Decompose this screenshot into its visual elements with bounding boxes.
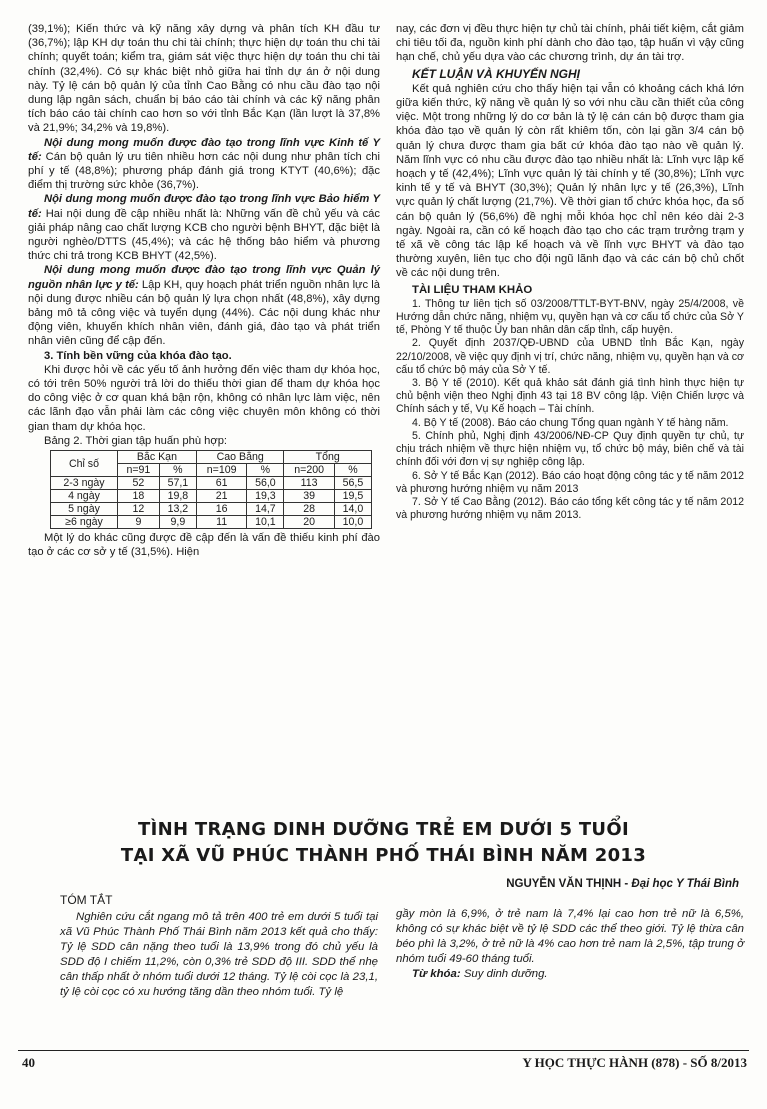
table-cell: 19,5 [334, 490, 371, 503]
table-cell: 52 [117, 477, 159, 490]
article-title [0, 817, 767, 869]
table-header-row [51, 451, 372, 464]
section-heading-conclusion: KẾT LUẬN VÀ KHUYẾN NGHỊ [412, 66, 581, 81]
right-column [396, 22, 744, 522]
table-cell: 2-3 ngày [51, 477, 118, 490]
paragraph: Khi được hỏi về các yếu tố ảnh hưởng đến việc tham dự khóa học, có tới trên 50% người trả lời do thiếu thời gian để tham dự khóa học do công việc ở cơ quan khá bận rộn, không có nhân lực làm việc, nên các lãnh đạo vẫn phải làm các công việc chuyên môn không có thời gian tham dự khóa học. [28, 363, 380, 433]
footer-divider [18, 1050, 749, 1051]
table-cell: 39 [284, 490, 334, 503]
journal-footer: Y HỌC THỰC HÀNH (878) - SỐ 8/2013 [522, 1055, 747, 1070]
column-header: Tổng [284, 451, 372, 464]
table-cell: 57,1 [159, 477, 196, 490]
subsection-bao-hiem-y-te [28, 192, 380, 263]
table-cell: 13,2 [159, 503, 196, 516]
subsection-heading: Nội dung mong muốn được đào tạo trong lĩnh vực Quản lý nguồn nhân lực y tế: [28, 264, 380, 291]
author-line [506, 877, 739, 891]
table-row [51, 503, 372, 516]
paragraph: Cán bộ quản lý ưu tiên nhiều hơn các nội dung như phân tích chi phí y tế (48,8%); phương pháp đánh giá trong KTYT (40,6%); đặc điểm thị trường sức khỏe (36,7%). [28, 150, 381, 192]
keywords [396, 967, 744, 982]
column-subheader: n=200 [284, 464, 334, 477]
left-column [28, 22, 380, 560]
column-subheader: n=91 [117, 464, 159, 477]
table-cell: 14,0 [334, 503, 371, 516]
article-title-line: TÌNH TRẠNG DINH DƯỠNG TRẺ EM DƯỚI 5 TUỔI [138, 819, 629, 840]
summary-left [60, 893, 378, 1000]
table-cell: 113 [284, 477, 334, 490]
reference-item: 2. Quyết định 2037/QĐ-UBND của UBND tỉnh Bắc Kạn, ngày 22/10/2008, về việc quy định vị trí, chức năng, nhiệm vụ, quyền hạn và cơ cấu tổ chức bộ máy của Sở Y tế. [396, 337, 744, 376]
section-heading-references: TÀI LIỆU THAM KHẢO [412, 283, 533, 296]
page-number: 40 [22, 1055, 35, 1070]
paragraph: Lập KH, quy hoạch phát triển nguồn nhân lực là nội dung được nhiều cán bộ quản lý lựa chọn nhất (48,8%), xây dựng bảng mô tả công việc và tuyển dụng (44%). Các nội dung khác như động viên, khuyến khích nhân viên, đánh giá, đào tạo và phát triển nhân viên cũng để cập đến. [28, 278, 381, 348]
reference-list [396, 298, 744, 522]
training-time-table [50, 450, 372, 529]
table-caption: Bảng 2. Thời gian tập huấn phù hợp: [44, 434, 228, 447]
table-cell: 12 [117, 503, 159, 516]
table-cell: 18 [117, 490, 159, 503]
table-cell: 56,0 [247, 477, 284, 490]
reference-item: 1. Thông tư liên tịch số 03/2008/TTLT-BYT-BNV, ngày 25/4/2008, về Hướng dẫn chức năng, nhiệm vụ, quyền hạn và cơ cấu tổ chức của Sở Y tế, Phòng Y tế thuộc Ủy ban nhân dân cấp tỉnh, cấp huyện. [396, 297, 744, 337]
reference-item: 6. Sở Y tế Bắc Kạn (2012). Báo cáo hoạt động công tác y tế năm 2012 và phương hướng nhiệm vụ năm 2013 [396, 469, 744, 495]
table-cell: 56,5 [334, 477, 371, 490]
reference-item: 4. Bộ Y tế (2008). Báo cáo chung Tổng quan ngành Y tế hàng năm. [412, 416, 729, 429]
table-cell: 4 ngày [51, 490, 118, 503]
table-cell: 11 [196, 516, 246, 529]
paragraph: nay, các đơn vị đều thực hiện tự chủ tài chính, phải tiết kiệm, cắt giảm chi tiêu tối đa, nguồn kinh phí dành cho đào tạo, tập huấn vì vậy cũng hạn chế, chủ yếu dựa vào các chương trình, dự án tài trợ. [396, 23, 744, 64]
paragraph: Kết quả nghiên cứu cho thấy hiện tại vẫn có khoảng cách khá lớn giữa kiến thức, kỹ năng về quản lý so với nhu cầu cần thiết của công việc. Một trong những lý do cơ bản là tỷ lệ cán cán bộ được tham gia khóa đào tạo về quản lý còn rất khiêm tốn, còn lại gần 3/4 cán bộ quản lý chưa được tham gia bất cứ khóa đào tạo nào về quản lý. Năm lĩnh vực có nhu cầu được đào tạo nhiều nhất là: Lĩnh vực lập kế hoạch y tế (42,4%); Lĩnh vực quản lý tài chính y tế (30,8%); Lĩnh vực kinh tế y tế và BHYT (30,3%); Quản lý nhân lực y tế (26,3%), Lĩnh vực quản lý chất lượng (21,7%). Về thời gian tổ chức khóa học, đa số cán bộ quản lý (56,6%) đề nghị mỗi khóa học chỉ nên kéo dài 2-3 ngày. Ngoài ra, cần có kế hoạch đào tạo cho các trạm trưởng trạm y tế xã về công tác lập kế hoạch và về lĩnh vực BHYT và đào tạo thường xuyên, liên tục cho đội ngũ lãnh đạo và các cán bộ chủ chốt về các nội dung trên. [396, 82, 744, 280]
reference-item: 3. Bộ Y tế (2010). Kết quả khảo sát đánh giá tình hình thực hiện tự chủ bệnh viện theo Nghị định 43 tại 18 BV công lập. Viện Chiến lược và Chính sách y tế, Vụ Kế hoạch – Tài chính. [396, 377, 744, 416]
table-cell: 5 ngày [51, 503, 118, 516]
table-row [51, 477, 372, 490]
paragraph: Một lý do khác cũng được đề cập đến là vấn đề thiếu kinh phí đào tạo ở các cơ sở y tế (31,5%). Hiện [28, 532, 380, 559]
column-subheader: % [334, 464, 371, 477]
table-cell: 10,1 [247, 516, 284, 529]
table-row [51, 516, 372, 529]
subsection-heading: Nội dung mong muốn được đào tạo trong lĩnh vực Bảo hiểm Y tế: [28, 193, 380, 220]
subsection-nhan-luc [28, 263, 380, 348]
column-subheader: n=109 [196, 464, 246, 477]
table-row [51, 490, 372, 503]
column-subheader: % [247, 464, 284, 477]
table-cell: 9 [117, 516, 159, 529]
author-affiliation: Đại học Y Thái Bình [631, 878, 739, 890]
paragraph: (39,1%); Kiến thức và kỹ năng xây dựng và phân tích KH đầu tư (36,7%); lập KH dự toán thu chi tài chính; thực hiện dự toán thu chi tài chính; quyết toán; kiểm tra, giám sát việc thực hiện dự toán thu chi tài chính (32,4%). Có sự khác biệt nhỏ giữa hai tỉnh dự án ở nội dung này. Tỷ lệ cán bộ quản lý của tỉnh Cao Bằng có nhu cầu đào tạo nội dung lập ngân sách, chuẩn bị báo cáo tài chính và các kỹ năng phân tích báo cáo tài chính cao hơn so với tỉnh Bắc Kạn (lần lượt là 37,8% và 21,9%; 34,2% và 19,8%). [28, 23, 380, 135]
summary-paragraph: Nghiên cứu cắt ngang mô tả trên 400 trẻ em dưới 5 tuổi tại xã Vũ Phúc Thành Phố Thái Bình năm 2013 kết quả cho thấy: Tỷ lệ SDD cân nặng theo tuổi là 13,9% trong đó chủ yếu là SDD độ I chiếm 11,2%, còn 0,3% trẻ SDD độ III. SDD thể nhẹ cân thấp nhất ở nhóm tuổi dưới 12 tháng. Tỷ lệ còi cọc là 23,1, tỷ lệ còi cọc có xu hướng tăng dần theo nhóm tuổi. Tỷ lệ [60, 911, 378, 998]
keywords-label: Từ khóa: [412, 968, 461, 980]
subsection-kinh-te-y-te [28, 136, 380, 193]
table-cell: 9,9 [159, 516, 196, 529]
table-cell: 14,7 [247, 503, 284, 516]
table-cell: 19,3 [247, 490, 284, 503]
table-cell: 21 [196, 490, 246, 503]
column-subheader: % [159, 464, 196, 477]
summary-heading: TÓM TẮT [60, 893, 113, 907]
column-header: Cao Bằng [196, 451, 284, 464]
column-header: Bắc Kạn [117, 451, 196, 464]
reference-item: 5. Chính phủ, Nghị định 43/2006/NĐ-CP Quy định quyền tự chủ, tự chịu trách nhiệm về thực hiện nhiệm vụ, tổ chức bộ máy, biên chế và tài chính đối với đơn vị sự nghiệp công lập. [396, 429, 744, 469]
table-cell: 28 [284, 503, 334, 516]
table-cell: 10,0 [334, 516, 371, 529]
section-heading: 3. Tính bền vững của khóa đào tạo. [44, 349, 232, 362]
table-cell: 61 [196, 477, 246, 490]
table-cell: 19,8 [159, 490, 196, 503]
summary-paragraph: gầy mòn là 6,9%, ở trẻ nam là 7,4% lại cao hơn trẻ nữ là 6,5%, không có sự khác biệt về tỷ lệ SDD các thể theo giới. Tỷ lệ thừa cân béo phì là 3,2%, ở trẻ nữ là 4% cao hơn trẻ nam là 2,5%, tập trung ở nhóm tuổi 49-60 tháng tuổi. [396, 908, 744, 965]
subsection-heading: Nội dung mong muốn được đào tạo trong lĩnh vực Kinh tế Y tế: [28, 136, 380, 163]
summary-right [396, 907, 744, 982]
table-cell: ≥6 ngày [51, 516, 118, 529]
author-name: NGUYỄN VĂN THỊNH - [506, 878, 629, 890]
paragraph: Hai nội dung đề cập nhiều nhất là: Những vấn đề chủ yếu và các giải pháp nâng cao chất lượng KCB cho người bệnh BHYT, đặc biệt là người nghèo/DTTS (45,4%); và các hệ thống bảo hiểm và phương thức chi trả trong KCB BHYT (42,5%). [28, 207, 380, 263]
column-header: Chỉ số [51, 451, 118, 477]
article-title-line: TẠI XÃ VŨ PHÚC THÀNH PHỐ THÁI BÌNH NĂM 2013 [120, 845, 647, 866]
reference-item: 7. Sở Y tế Cao Bằng (2012). Báo cáo tổng kết công tác y tế năm 2012 và phương hướng nhiệm vụ năm 2013. [396, 495, 744, 522]
table-cell: 16 [196, 503, 246, 516]
table-cell: 20 [284, 516, 334, 529]
keywords-value: Suy dinh dưỡng. [463, 968, 548, 980]
